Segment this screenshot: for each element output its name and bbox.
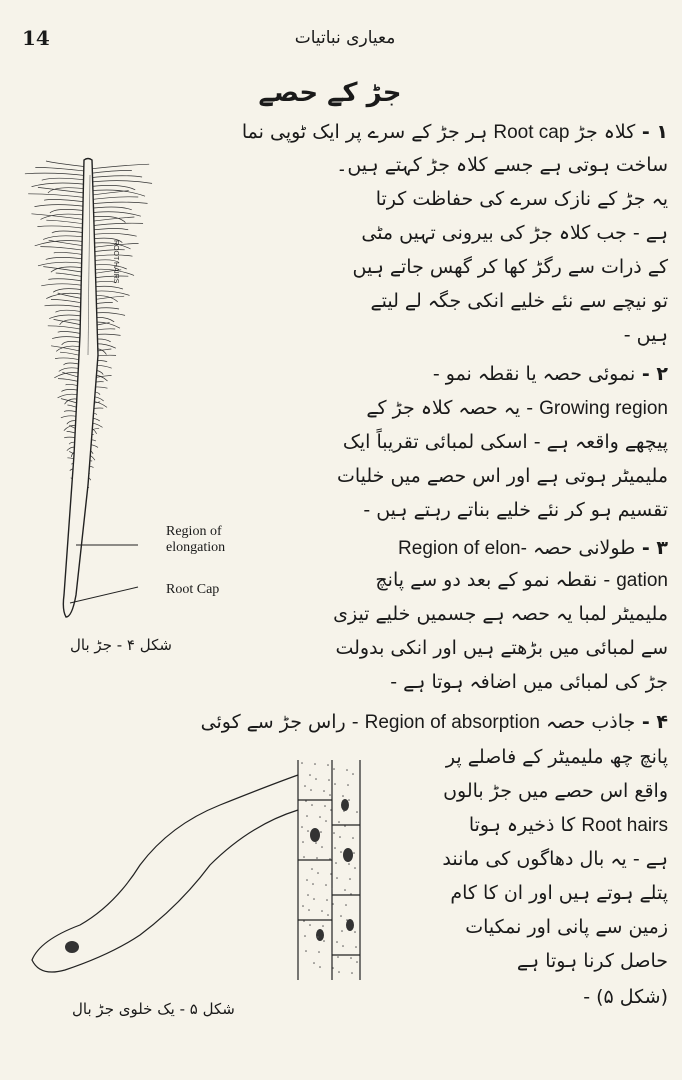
text-line xyxy=(270,323,668,347)
root-hair-stroke xyxy=(54,252,86,255)
section-title: جڑ کے حصے xyxy=(258,78,402,108)
text-line xyxy=(270,255,668,279)
text-run: تو نیچے سے نئے خلیے انکی جگہ لے لیتے xyxy=(370,290,668,312)
root-hair-stroke xyxy=(48,326,84,330)
text-line xyxy=(270,568,668,593)
cell-stipple-dot xyxy=(351,972,353,974)
cell-stipple-dot xyxy=(316,857,318,859)
cell-stipple-dot xyxy=(305,950,307,952)
cell-stipple-dot xyxy=(319,966,321,968)
cell-stipple-dot xyxy=(348,799,350,801)
cell-stipple-dot xyxy=(352,773,354,775)
cell-stipple-dot xyxy=(330,873,332,875)
text-run: ۴ - xyxy=(635,711,668,733)
cell-stipple-dot xyxy=(327,764,329,766)
root-hair-stroke xyxy=(44,200,87,203)
unicellular-root-hair-illustration xyxy=(20,755,380,985)
text-run: (شکل ۵) - xyxy=(583,986,668,1008)
root-hair-stroke xyxy=(38,262,86,266)
cell-stipple-dot xyxy=(352,837,354,839)
cell-stipple-dot xyxy=(330,809,332,811)
english-term: Root cap xyxy=(493,122,570,143)
root-hair-stroke xyxy=(88,170,132,173)
root-hair-stroke xyxy=(88,164,149,169)
cell-stipple-dot xyxy=(304,935,306,937)
cell-stipple-dot xyxy=(306,879,308,881)
cell-stipple-dot xyxy=(338,971,340,973)
cell-stipple-dot xyxy=(309,924,311,926)
cell-stipple-dot xyxy=(350,957,352,959)
root-hair-stroke xyxy=(46,161,88,167)
cell-stipple-dot xyxy=(325,820,327,822)
cell-stipple-dot xyxy=(307,830,309,832)
cell-stipple-dot xyxy=(322,925,324,927)
cell-stipple-dot xyxy=(339,836,341,838)
cell-stipple-dot xyxy=(301,762,303,764)
label-root-cap: Root Cap xyxy=(166,582,220,597)
cell-stipple-dot xyxy=(350,893,352,895)
cell-stipple-dot xyxy=(304,785,306,787)
text-line xyxy=(380,745,668,769)
text-run: کلاہ جڑ xyxy=(569,121,636,143)
root-hair-stroke xyxy=(49,315,84,319)
text-line xyxy=(270,536,668,561)
english-term: Region of absorption xyxy=(364,712,540,733)
cell-stipple-dot xyxy=(302,905,304,907)
root-hair-stroke xyxy=(37,226,86,229)
text-run: ہر جڑ کے سرے پر ایک ٹوپی نما xyxy=(241,121,494,143)
text-line xyxy=(380,847,668,871)
english-term: gation xyxy=(616,570,668,591)
cell-stipple-dot xyxy=(344,825,346,827)
root-hair-stroke xyxy=(34,205,87,207)
cell-stipple-dot xyxy=(321,846,323,848)
root-hair-stroke xyxy=(87,197,138,200)
figure1-caption: شکل ۴ - جڑ بال xyxy=(70,636,172,654)
text-line xyxy=(270,221,668,245)
root-hair-stroke xyxy=(87,190,145,196)
text-line xyxy=(270,670,668,694)
root-hair-stroke xyxy=(51,267,86,272)
text-run: ہے - جب کلاہ جڑ کی بیرونی تہیں مٹی xyxy=(361,222,668,244)
text-run: کا ذخیرہ ہوتا xyxy=(468,814,582,836)
page-number: 14 xyxy=(22,26,50,50)
root-hair-stroke xyxy=(87,202,147,204)
text-run: تقسیم ہو کر نئے خلیے بناتے رہتے ہیں - xyxy=(363,499,668,521)
cell-stipple-dot xyxy=(354,931,356,933)
text-line xyxy=(10,710,668,735)
text-line xyxy=(270,602,668,626)
text-line xyxy=(270,396,668,421)
cell-stipple-dot xyxy=(355,946,357,948)
text-run: طولانی حصہ xyxy=(526,537,636,559)
cell-stipple-dot xyxy=(323,790,325,792)
cell-stipple-dot xyxy=(313,962,315,964)
root-hair-stroke xyxy=(87,212,141,216)
text-run: کے ذرات سے رگڑ کھا کر گھس جاتے ہیں xyxy=(352,256,668,278)
text-run: یہ جڑ کے نازک سرے کی حفاظت کرتا xyxy=(375,188,668,210)
cell-stipple-dot xyxy=(302,841,304,843)
root-hair-stroke xyxy=(53,289,85,293)
root-hair-stroke xyxy=(32,183,88,187)
text-line xyxy=(270,289,668,313)
text-line xyxy=(270,362,668,386)
cell-stipple-dot xyxy=(315,778,317,780)
root-hair-stroke xyxy=(25,173,88,176)
cell-stipple-dot xyxy=(308,909,310,911)
text-run: جڑ کی لمبائی میں اضافہ ہوتا ہے - xyxy=(390,671,668,693)
cell-stipple-dot xyxy=(340,915,342,917)
cell-stipple-dot xyxy=(317,872,319,874)
cell-stipple-dot xyxy=(346,769,348,771)
cell-stipple-dot xyxy=(306,815,308,817)
cell-stipple-dot xyxy=(318,951,320,953)
text-run: ساخت ہوتی ہے جسے کلاہ جڑ کہتے ہیں۔ xyxy=(336,154,668,176)
root-hair-stroke xyxy=(51,299,85,303)
cell-stipple-dot xyxy=(356,811,358,813)
cell-stipple-dot xyxy=(317,936,319,938)
cell-stipple-dot xyxy=(349,878,351,880)
text-run: پتلے ہوتے ہیں اور ان کا کام xyxy=(450,882,668,904)
cell-stipple-dot xyxy=(329,858,331,860)
text-line xyxy=(270,187,668,211)
cell-stipple-dot xyxy=(310,789,312,791)
root-hair-stroke xyxy=(46,220,86,224)
text-line xyxy=(380,779,668,803)
root-hair-stroke xyxy=(50,209,87,213)
text-run: ملیمیٹر لمبا یہ حصہ ہے جسمیں خلیے تیزی xyxy=(333,603,668,625)
cell-stipple-dot xyxy=(344,889,346,891)
cell-stipple-dot xyxy=(311,868,313,870)
cell-stipple-dot xyxy=(314,763,316,765)
text-line xyxy=(380,813,668,838)
root-hair-stroke xyxy=(46,257,86,259)
cell-stipple-dot xyxy=(354,867,356,869)
cell-stipple-dot xyxy=(327,914,329,916)
cell-stipple-dot xyxy=(356,961,358,963)
cell-stipple-dot xyxy=(319,816,321,818)
label-region-of-elongation: Region of elongation xyxy=(166,524,226,555)
text-run: - راس جڑ سے کوئی xyxy=(200,711,365,733)
text-run: ہیں - xyxy=(623,324,668,346)
text-run: سے لمبائی میں بڑھتے ہیں اور انکی بدولت xyxy=(335,637,668,659)
text-line xyxy=(10,120,668,145)
text-line xyxy=(270,430,668,454)
cell-stipple-dot xyxy=(332,967,334,969)
cell-stipple-dot xyxy=(313,898,315,900)
text-run: جاذب حصہ xyxy=(539,711,636,733)
root-hair-stroke xyxy=(28,194,87,198)
cell-stipple-dot xyxy=(332,903,334,905)
text-line xyxy=(380,949,668,973)
cell-stipple-dot xyxy=(338,821,340,823)
cell-stipple-dot xyxy=(343,810,345,812)
cell-stipple-dot xyxy=(342,945,344,947)
root-hair-stroke xyxy=(88,181,152,184)
cell-stipple-dot xyxy=(309,774,311,776)
cell-stipple-dot xyxy=(342,795,344,797)
root-hair-stroke xyxy=(88,176,142,178)
cell-stipple-dot xyxy=(331,952,333,954)
text-line xyxy=(380,915,668,939)
text-run: ۱ - xyxy=(635,121,668,143)
cell-stipple-dot xyxy=(312,883,314,885)
english-term: Growing region xyxy=(539,398,668,419)
text-line xyxy=(270,464,668,488)
cell-stipple-dot xyxy=(336,941,338,943)
root-hair-stroke xyxy=(48,279,85,282)
text-run: نموئی حصہ یا نقطہ نمو - xyxy=(432,363,636,385)
cell-stipple-dot xyxy=(335,862,337,864)
root-hair-stroke xyxy=(52,337,84,339)
cell-stipple-dot xyxy=(334,783,336,785)
text-run: ۳ - xyxy=(635,537,668,559)
root-hair-stroke xyxy=(87,223,143,226)
text-run: واقع اس حصے میں جڑ بالوں xyxy=(443,780,668,802)
cell-stipple-dot xyxy=(334,847,336,849)
text-line xyxy=(380,881,668,905)
cell-stipple-dot xyxy=(303,856,305,858)
root-hair-stroke xyxy=(43,236,86,240)
cell-stipple-dot xyxy=(333,768,335,770)
cell-stipple-dot xyxy=(323,940,325,942)
text-run: حاصل کرنا ہوتا ہے xyxy=(516,950,668,972)
cell-stipple-dot xyxy=(331,888,333,890)
text-line xyxy=(270,636,668,660)
english-term: Region of elon- xyxy=(398,538,527,559)
root-hair-stroke xyxy=(45,305,85,308)
root-hair-stroke xyxy=(42,178,88,180)
cell-stipple-dot xyxy=(320,831,322,833)
cell-stipple-dot xyxy=(315,842,317,844)
text-run: ملیمیٹر ہوتی ہے اور اس حصے میں خلیات xyxy=(336,465,668,487)
text-line xyxy=(380,985,668,1009)
root-hair-stroke xyxy=(88,185,136,189)
cell-stipple-dot xyxy=(329,794,331,796)
cell-stipple-dot xyxy=(307,894,309,896)
root-hair-stroke xyxy=(52,231,87,233)
cell-stipple-dot xyxy=(328,779,330,781)
text-run: ہے - یہ بال دھاگوں کی مانند xyxy=(442,848,668,870)
cell-stipple-dot xyxy=(353,852,355,854)
english-term: Root hairs xyxy=(581,815,668,836)
root-hairs-label: ROOT HAIRS xyxy=(112,240,119,284)
cell-stipple-dot xyxy=(325,884,327,886)
cell-stipple-dot xyxy=(326,899,328,901)
cell-stipple-dot xyxy=(345,904,347,906)
cell-stipple-dot xyxy=(347,784,349,786)
cell-stipple-dot xyxy=(341,930,343,932)
text-run: زمین سے پانی اور نمکیات xyxy=(465,916,668,938)
cell-stipple-dot xyxy=(321,910,323,912)
cell-stipple-dot xyxy=(324,805,326,807)
cell-stipple-dot xyxy=(346,919,348,921)
text-run: ۲ - xyxy=(635,363,668,385)
cell-stipple-dot xyxy=(336,877,338,879)
root-hair-stroke xyxy=(41,284,85,286)
cell-stipple-dot xyxy=(333,832,335,834)
text-run: پانچ چھ ملیمیٹر کے فاصلے پر xyxy=(445,746,668,768)
figure2-caption: شکل ۵ - یک خلوی جڑ بال xyxy=(72,1000,235,1018)
cell-stipple-dot xyxy=(311,804,313,806)
cell-stipple-dot xyxy=(340,851,342,853)
root-hair-stroke xyxy=(48,188,88,193)
cell-stipple-dot xyxy=(301,826,303,828)
running-title: معیاری نباتیات xyxy=(294,28,396,48)
text-line xyxy=(270,498,668,522)
root-hair-stroke xyxy=(40,247,86,251)
text-line xyxy=(270,153,668,177)
cell-stipple-dot xyxy=(348,863,350,865)
cell-stipple-dot xyxy=(337,956,339,958)
text-run: - نقطہ نمو کے بعد دو سے پانچ xyxy=(375,569,617,591)
cell-stipple-dot xyxy=(303,920,305,922)
root-hair-stroke xyxy=(35,167,88,171)
text-run: پیچھے واقعہ ہے - اسکی لمبائی تقریباً ایک xyxy=(342,431,668,453)
text-run: - یہ حصہ کلاہ جڑ کے xyxy=(366,397,540,419)
cell-stipple-dot xyxy=(305,800,307,802)
